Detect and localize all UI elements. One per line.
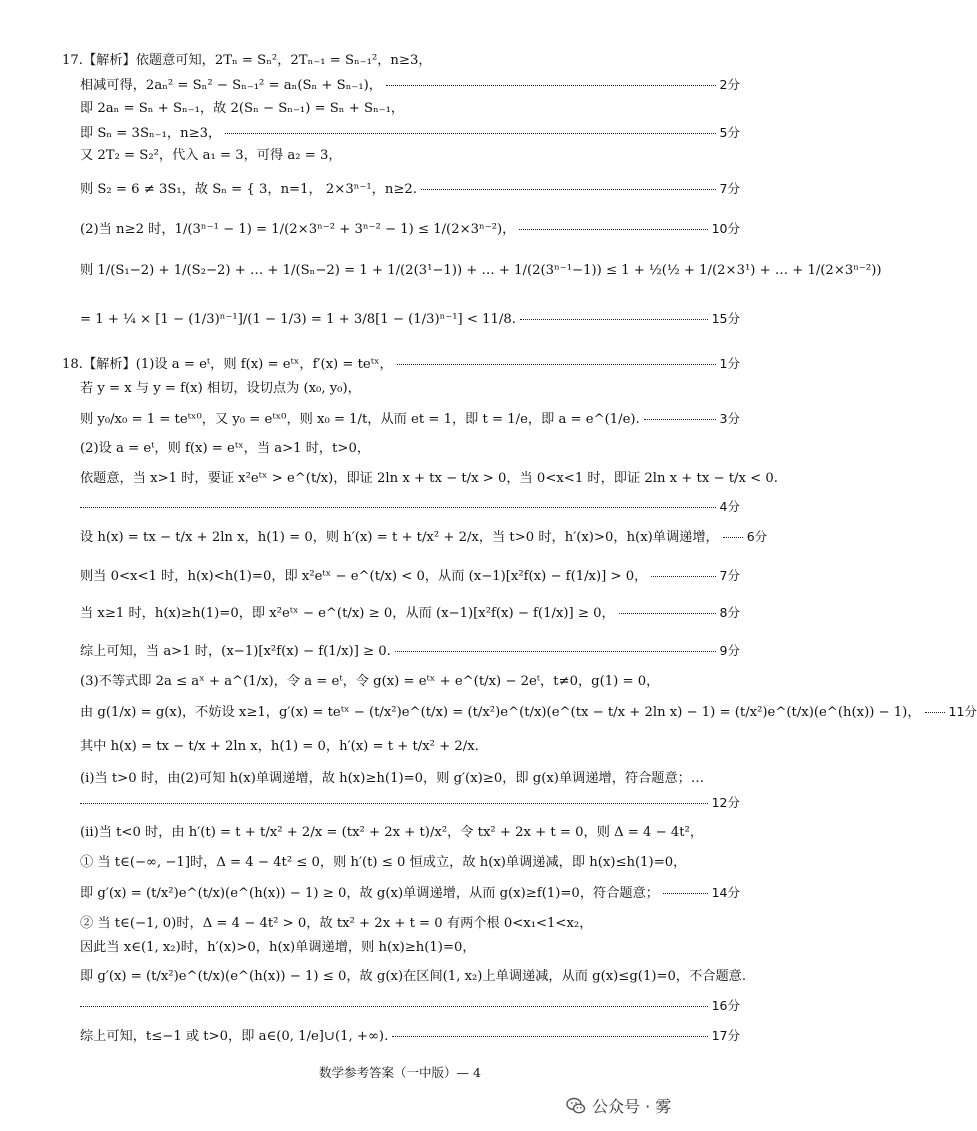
score: 12分 — [711, 795, 740, 810]
p18-line-3: 则 y₀/x₀ = 1 = teᵗˣ⁰，又 y₀ = eᵗˣ⁰，则 x₀ = 1/t，从而 et = 1，即 t = 1/e，即 a = e^(1/e). 3分 — [80, 411, 740, 427]
p17-line-8: 则 1/(S₁−2) + 1/(S₂−2) + … + 1/(Sₙ−2) = 1 + 1/(2(3¹−1)) + … + 1/(2(3ⁿ⁻¹−1)) ≤ 1 + ½(½ + 1/(2×3¹) + … + 1/(2×3ⁿ⁻²)) — [80, 263, 882, 278]
p17-line-5: 又 2T₂ = S₂²，代入 a₁ = 3，可得 a₂ = 3， — [80, 148, 342, 163]
p17-line-7: (2)当 n≥2 时，1/(3ⁿ⁻¹ − 1) = 1/(2×3ⁿ⁻² + 3ⁿ⁻² − 1) ≤ 1/(2×3ⁿ⁻²)， 10分 — [80, 221, 740, 237]
p18-line-14: (ii)当 t<0 时，由 h′(t) = t + t/x² + 2/x = (tx² + 2x + t)/x²，令 tx² + 2x + t = 0，则 Δ = 4 − 4t²， — [80, 825, 704, 840]
p18-line-17: ② 当 t∈(−1, 0)时，Δ = 4 − 4t² > 0，故 tx² + 2x + t = 0 有两个根 0<x₁<1<x₂， — [80, 916, 593, 931]
score: 14分 — [711, 885, 740, 900]
score: 15分 — [711, 311, 740, 326]
p18-score-12 — [80, 793, 740, 811]
p18-line-1: 18.【解析】(1)设 a = eᵗ，则 f(x) = eᵗˣ，f′(x) = teᵗˣ， 1分 — [62, 356, 740, 372]
p17-line-3: 即 2aₙ = Sₙ + Sₙ₋₁，故 2(Sₙ − Sₙ₋₁) = Sₙ + Sₙ₋₁， — [80, 101, 405, 116]
wechat-icon — [566, 1096, 586, 1116]
watermark-text: 公众号 · 雾 — [592, 1097, 672, 1116]
score: 10分 — [711, 221, 740, 236]
score: 16分 — [711, 998, 740, 1013]
score: 7分 — [719, 568, 740, 583]
score: 7分 — [719, 181, 740, 196]
score: 9分 — [719, 643, 740, 658]
p17-line-9: = 1 + ¼ × [1 − (1/3)ⁿ⁻¹]/(1 − 1/3) = 1 + 3/8[1 − (1/3)ⁿ⁻¹] < 11/8. 15分 — [80, 311, 740, 327]
p17-line-6: 则 S₂ = 6 ≠ 3S₁，故 Sₙ = { 3，n=1， 2×3ⁿ⁻¹，n≥2. 7分 — [80, 181, 740, 197]
p18-line-7: 则当 0<x<1 时，h(x)<h(1)=0，即 x²eᵗˣ − e^(t/x) < 0，从而 (x−1)[x²f(x) − f(1/x)] > 0， 7分 — [80, 568, 740, 584]
p18-line-16: 即 g′(x) = (t/x²)e^(t/x)(e^(h(x)) − 1) ≥ 0，故 g(x)单调递增，从而 g(x)≥f(1)=0，符合题意； 14分 — [80, 885, 740, 901]
score: 2分 — [719, 77, 740, 92]
score: 17分 — [711, 1028, 740, 1043]
p18-score-16 — [80, 996, 740, 1014]
p18-line-15: ① 当 t∈(−∞, −1]时，Δ = 4 − 4t² ≤ 0，则 h′(t) ≤ 0 恒成立，故 h(x)单调递减，即 h(x)≤h(1)=0， — [80, 855, 687, 870]
score: 5分 — [719, 125, 740, 140]
p18-line-13: (i)当 t>0 时，由(2)可知 h(x)单调递增，故 h(x)≥h(1)=0，则 g′(x)≥0，即 g(x)单调递增，符合题意；… — [80, 771, 705, 786]
p18-line-6: 设 h(x) = tx − t/x + 2ln x，h(1) = 0，则 h′(x) = t + t/x² + 2/x，当 t>0 时，h′(x)>0，h(x)单调递增， 6分 — [80, 529, 768, 545]
p17-line-1: 17.【解析】依题意可知，2Tₙ = Sₙ²，2Tₙ₋₁ = Sₙ₋₁²，n≥3， — [62, 53, 432, 68]
p18-line-9: 综上可知，当 a>1 时，(x−1)[x²f(x) − f(1/x)] ≥ 0. 9分 — [80, 643, 740, 659]
page-footer: 数学参考答案（一中版）— 4 — [319, 1065, 481, 1080]
p18-line-5: 依题意，当 x>1 时，要证 x²eᵗˣ > e^(t/x)，即证 2ln x + tx − t/x > 0，当 0<x<1 时，即证 2ln x + tx − t/x < 0. — [80, 471, 778, 486]
score: 11分 — [948, 704, 977, 719]
score: 6分 — [746, 529, 768, 544]
watermark — [566, 1094, 671, 1117]
score: 1分 — [719, 356, 740, 371]
p18-line-20: 综上可知，t≤−1 或 t>0，即 a∈(0, 1/e]∪(1, +∞). 17分 — [80, 1028, 740, 1044]
p18-line-11: 由 g(1/x) = g(x)，不妨设 x≥1，g′(x) = teᵗˣ − (t/x²)e^(t/x) = (t/x²)e^(t/x)(e^(tx − t/x + 2ln x) − 1) = (t/x²)e^(t/x)(e^(h(x)) − 1)， 11分 — [80, 704, 977, 720]
score: 3分 — [719, 411, 740, 426]
p18-line-2: 若 y = x 与 y = f(x) 相切，设切点为 (x₀, y₀)， — [80, 381, 361, 396]
p17-line-2: 相减可得，2aₙ² = Sₙ² − Sₙ₋₁² = aₙ(Sₙ + Sₙ₋₁)， 2分 — [80, 77, 740, 93]
p17-line-4: 即 Sₙ = 3Sₙ₋₁，n≥3， 5分 — [80, 125, 740, 141]
p18-line-4: (2)设 a = eᵗ，则 f(x) = eᵗˣ，当 a>1 时，t>0， — [80, 441, 371, 456]
p18-line-10: (3)不等式即 2a ≤ aˣ + a^(1/x)，令 a = eᵗ，令 g(x) = eᵗˣ + e^(t/x) − 2eᵗ，t≠0，g(1) = 0， — [80, 674, 660, 689]
p18-line-8: 当 x≥1 时，h(x)≥h(1)=0，即 x²eᵗˣ − e^(t/x) ≥ 0，从而 (x−1)[x²f(x) − f(1/x)] ≥ 0， 8分 — [80, 605, 740, 621]
score: 4分 — [719, 499, 740, 514]
p18-line-19: 即 g′(x) = (t/x²)e^(t/x)(e^(h(x)) − 1) ≤ 0，故 g(x)在区间(1, x₂)上单调递减，从而 g(x)≤g(1)=0，不合题意. — [80, 969, 747, 984]
score: 8分 — [719, 605, 740, 620]
p18-line-18: 因此当 x∈(1, x₂)时，h′(x)>0，h(x)单调递增，则 h(x)≥h(1)=0， — [80, 940, 476, 955]
p18-score-4 — [80, 497, 740, 515]
p18-line-12: 其中 h(x) = tx − t/x + 2ln x，h(1) = 0，h′(x) = t + t/x² + 2/x. — [80, 739, 479, 754]
